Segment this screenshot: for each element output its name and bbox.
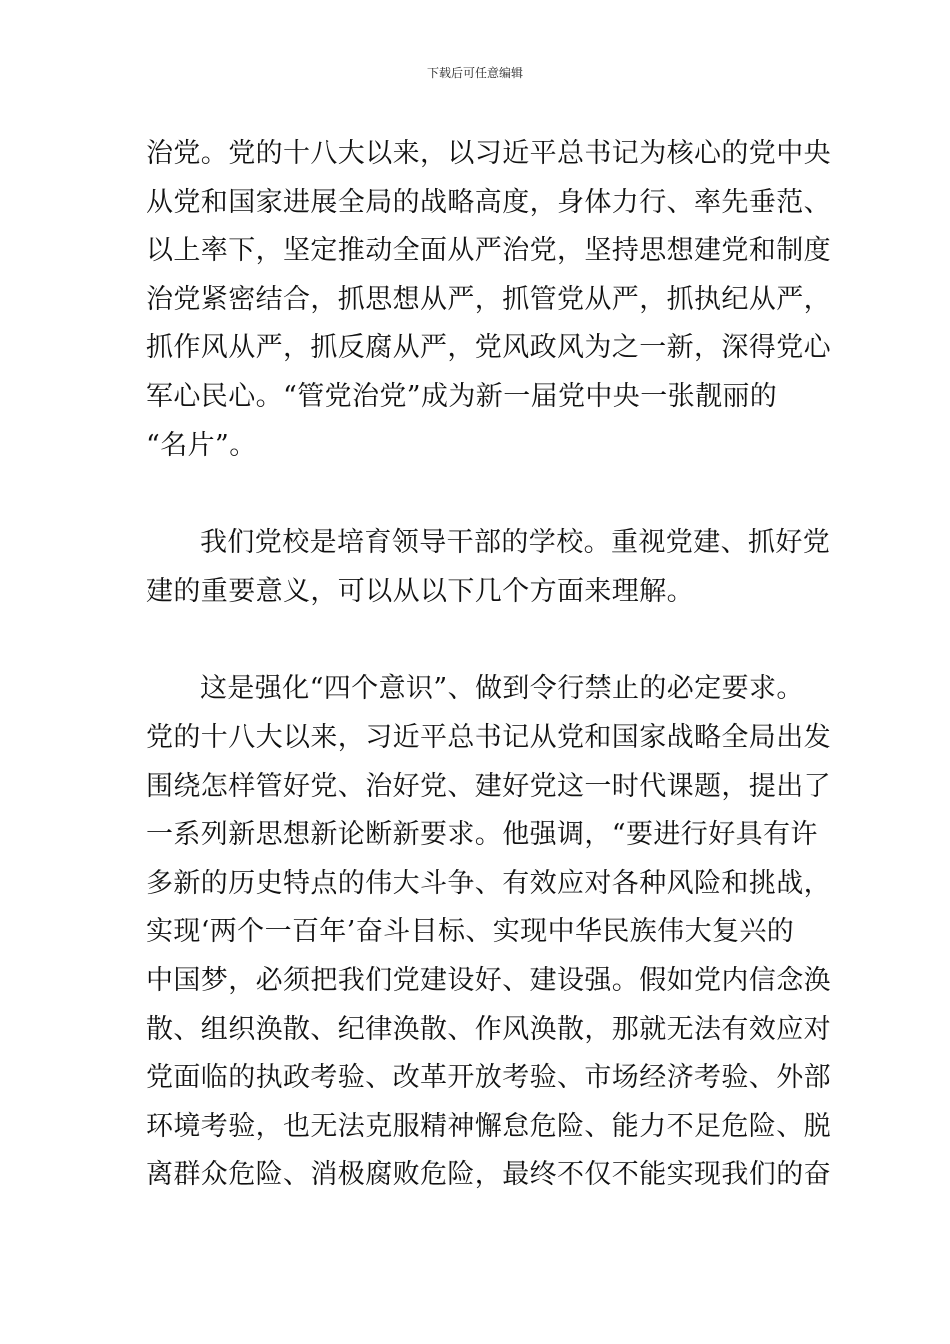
text-line: 围绕怎样管好党、治好党、建好党这一时代课题，提出了 bbox=[146, 770, 831, 802]
text-line: 多新的历史特点的伟大斗争、有效应对各种风险和挑战， bbox=[146, 867, 831, 899]
text-line: 党的十八大以来，习近平总书记从党和国家战略全局出发 bbox=[146, 721, 831, 753]
text-line: 治党。党的十八大以来，以习近平总书记为核心的党中央 bbox=[146, 138, 831, 169]
text-line: 建的重要意义，可以从以下几个方面来理解。 bbox=[146, 575, 694, 607]
text-line: 治党紧密结合，抓思想从严，抓管党从严，抓执纪从严， bbox=[146, 283, 831, 315]
text-line: 以上率下，坚定推动全面从严治党，坚持思想建党和制度 bbox=[146, 235, 831, 267]
paragraph-3 bbox=[146, 665, 831, 1200]
text-line: 军心民心。“管党治党”成为新一届党中央一张靓丽的 bbox=[146, 380, 778, 412]
text-line: 党面临的执政考验、改革开放考验、市场经济考验、外部 bbox=[146, 1062, 831, 1094]
paragraph-1 bbox=[146, 130, 831, 470]
text-line: 抓作风从严，抓反腐从严，党风政风为之一新，深得党心 bbox=[146, 332, 831, 364]
text-line: “名片”。 bbox=[146, 429, 257, 461]
text-line: 实现‘两个一百年’奋斗目标、实现中华民族伟大复兴的 bbox=[146, 916, 795, 948]
text-line: 这是强化“四个意识”、做到令行禁止的必定要求。 bbox=[200, 673, 804, 705]
text-line: 散、组织涣散、纪律涣散、作风涣散，那就无法有效应对 bbox=[146, 1013, 831, 1045]
text-line: 一系列新思想新论断新要求。他强调，“要进行好具有许 bbox=[146, 819, 818, 851]
text-line: 中国梦，必须把我们党建设好、建设强。假如党内信念涣 bbox=[146, 964, 831, 996]
paragraph-spacer bbox=[146, 616, 808, 665]
text-line: 从党和国家进展全局的战略高度，身体力行、率先垂范、 bbox=[146, 186, 831, 218]
page-header: 下载后可任意编辑 bbox=[426, 66, 523, 80]
paragraph-spacer bbox=[146, 470, 808, 519]
text-line: 环境考验，也无法克服精神懈怠危险、能力不足危险、脱 bbox=[146, 1110, 831, 1142]
paragraph-2 bbox=[146, 519, 831, 616]
document-body bbox=[146, 130, 831, 1200]
text-line: 离群众危险、消极腐败危险，最终不仅不能实现我们的奋 bbox=[146, 1159, 831, 1191]
text-line: 我们党校是培育领导干部的学校。重视党建、抓好党 bbox=[200, 527, 831, 559]
